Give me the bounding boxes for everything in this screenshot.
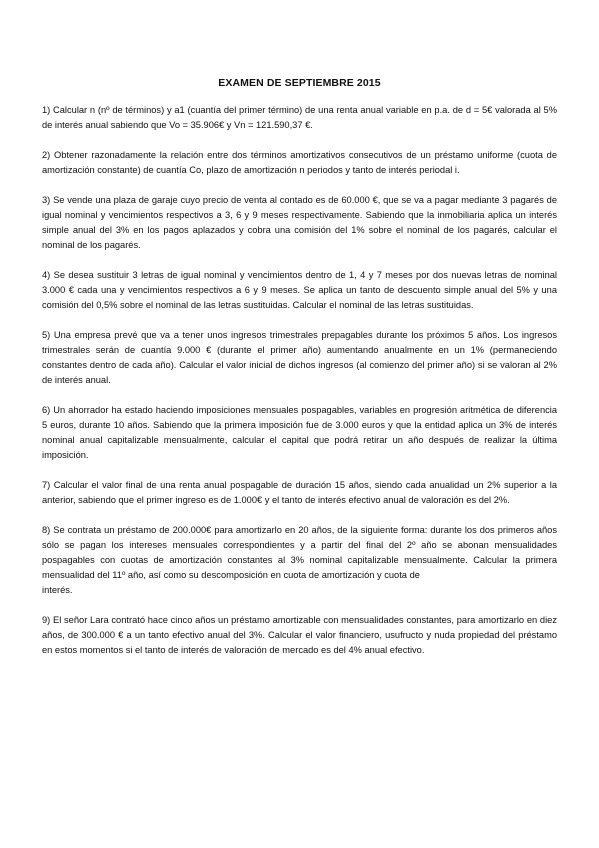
question-8-last-line: interés. (42, 585, 73, 595)
question-8-text: 8) Se contrata un préstamo de 200.000€ para amortizarlo en 20 años, de la siguiente forma: durante los dos primeros años sólo se pagan los intereses mensuales correspondientes y a partir del final del 2º año se abonan mensualidades pospagables con cuotas de amortización constantes al 3% nominal capitalizable mensualmente. Calcular la primera mensualidad del 11º año, así como su descomposición en cuota de amortización y cuota de (42, 525, 557, 580)
question-list (42, 103, 557, 673)
question-6: 6) Un ahorrador ha estado haciendo imposiciones mensuales pospagables, variables en progresión aritmética de diferencia 5 euros, durante 10 años. Sabiendo que la primera imposición fue de 3.000 euros y que la entidad aplica un 3% de interés nominal anual capitalizable mensualmente, calcular el capital que podrá retirar un año después de realizar la última imposición. (42, 405, 557, 460)
question-2: 2) Obtener razonadamente la relación entre dos términos amortizativos consecutivos de un préstamo uniforme (cuota de amortización constante) de cuantía Co, plazo de amortización n periodos y tanto de interés periodal i. (42, 150, 557, 175)
question-1: 1) Calcular n (nº de términos) y a1 (cuantía del primer término) de una renta anual variable en p.a. de d = 5€ valorada al 5% de interés anual sabiendo que Vo = 35.906€ y Vn = 121.590,37 €. (42, 105, 557, 130)
question-9: 9) El señor Lara contrató hace cinco años un préstamo amortizable con mensualidades constantes, para amortizarlo en diez años, de 300.000 € a un tanto efectivo anual del 3%. Calcular el valor financiero, usufructo y nuda propiedad del préstamo en estos momentos si el tanto de interés de valoración de mercado es del 4% anual efectivo. (42, 615, 557, 655)
question-5: 5) Una empresa prevé que va a tener unos ingresos trimestrales prepagables durante los próximos 5 años. Los ingresos trimestrales serán de cuantía 9.000 € (durante el primer año) aumentando anualmente en un 1% (permaneciendo constantes dentro de cada año). Calcular el valor inicial de dichos ingresos (al comienzo del primer año) si se valoran al 2% de interés anual. (42, 330, 557, 385)
exam-title: EXAMEN DE SEPTIEMBRE 2015 (218, 77, 381, 89)
question-4: 4) Se desea sustituir 3 letras de igual nominal y vencimientos dentro de 1, 4 y 7 meses por dos nuevas letras de nominal 3.000 € cada una y vencimientos respectivos a 6 y 9 meses. Se aplica un tanto de descuento simple anual del 5% y una comisión del 0,5% sobre el nominal de las letras sustituidas. Calcular el nominal de las letras sustituidas. (42, 270, 557, 310)
question-8 (42, 523, 557, 598)
question-7: 7) Calcular el valor final de una renta anual pospagable de duración 15 años, siendo cada anualidad un 2% superior a la anterior, sabiendo que el primer ingreso es de 1.000€ y el tanto de interés efectivo anual de valoración es del 2%. (42, 480, 557, 505)
question-3: 3) Se vende una plaza de garaje cuyo precio de venta al contado es de 60.000 €, que se va a pagar mediante 3 pagarés de igual nominal y vencimientos respectivos a 3, 6 y 9 meses respectivamente. Sabiendo que la inmobiliaria aplica un interés simple anual del 3% en los pagos aplazados y cobra una comisión del 1% sobre el nominal de los pagarés, calcular el nominal de los pagarés. (42, 195, 557, 250)
